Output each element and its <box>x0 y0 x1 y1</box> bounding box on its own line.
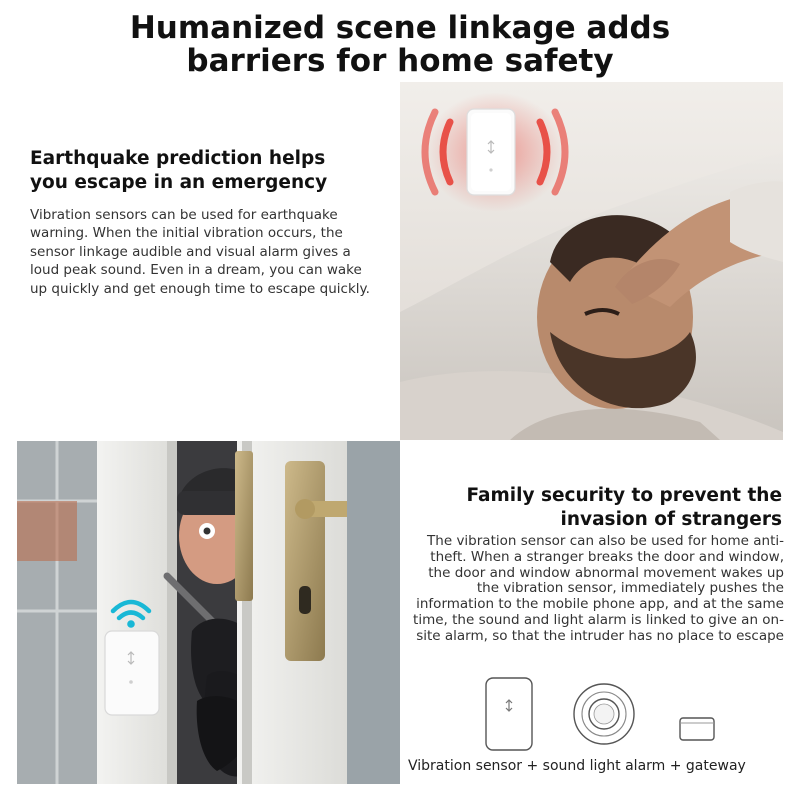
intruder-door-photo <box>17 441 400 784</box>
gateway-icon <box>680 718 714 740</box>
security-description: The vibration sensor can also be used for home anti-theft. When a stranger breaks the door and window, the door and window abnormal movement wakes up the vibration sensor, immediately pushes the information to the mobile phone app, and at the same time, the sound and light alarm is linked to give an on-site alarm, so that the intruder has no place to escape <box>413 533 784 644</box>
security-heading-line-1: Family security to prevent the <box>466 485 782 506</box>
devices-row <box>400 670 784 760</box>
vibration-sensor-icon <box>486 678 532 750</box>
security-heading <box>410 484 782 532</box>
earthquake-heading-line-2: you escape in an emergency <box>30 172 328 193</box>
earthquake-heading <box>30 147 390 195</box>
earthquake-description: Vibration sensors can be used for earthquake warning. When the initial vibration occurs, the sensor linkage audible and visual alarm gives a loud peak sound. Even in a dream, you can wake up quickly and get enough time to escape quickly. <box>30 207 370 297</box>
sleeping-man-photo <box>400 82 783 440</box>
earthquake-heading-line-1: Earthquake prediction helps <box>30 148 326 169</box>
page-title <box>0 12 800 78</box>
page-title-line-1: Humanized scene linkage adds <box>129 10 671 46</box>
page-title-line-2: barriers for home safety <box>186 43 614 79</box>
devices-caption: Vibration sensor + sound light alarm + gateway <box>408 758 746 774</box>
sound-light-alarm-icon <box>574 684 634 744</box>
security-heading-line-2: invasion of strangers <box>560 509 782 530</box>
